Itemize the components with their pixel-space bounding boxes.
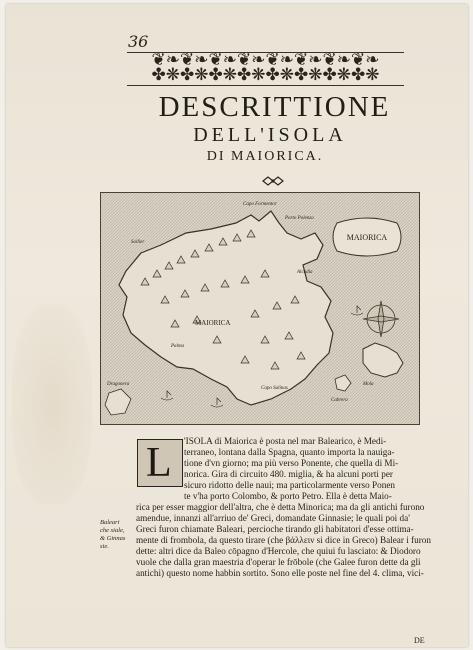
label-sollier: Sollier [131,240,145,245]
page-title: DESCRITTIONE [158,91,391,123]
body-line: antichi) questo nome habbin sortito. Sono elle poste nel fine del 4. clima, vici- [136,568,424,578]
catchword: DE [414,636,425,645]
body-line: tione d'vn giorno; ma più verso Ponente, che quella di Mi- [184,458,399,468]
map-engraving [101,193,420,425]
label-maiorica: MAIORICA [195,319,231,327]
label-capo-formentor: Capo Formentor [243,202,277,207]
ornament-row-top: ❦❧❦❧❦❧❦❧❦❧❦❧❦❧❦❧ [151,52,380,70]
label-dragonera: Dragonera [107,382,130,387]
body-line: Greci furon chiamate Baleari, percioche tirando gli habitatori d'esse ottima- [136,524,414,534]
body-line: vuole che dalla gran maestria d'operar le frōbole (che Galee furon dette da gli [136,557,421,567]
body-line: amendue, innanzi all'arriuo de' Greci, domandate Ginnasie; le quali poi da' [136,513,410,523]
cartouche [333,218,401,256]
margin-note [100,519,134,551]
island-map [100,192,420,425]
label-cabrera: Cabrera [331,398,348,403]
label-alcudia: Alcudia [297,270,313,275]
initial-letter: L [146,440,172,486]
cartouche-title: MAIORICA [346,233,388,242]
margin-note-line: che siale, [100,527,125,534]
margin-note-line: sie. [100,543,109,550]
decorated-initial [137,439,183,487]
body-line: mente di frombola, da questo tirare (che βάλλειν si dice in Greco) Balear i furon [136,535,431,545]
page-subtitle-2: DI MAIORICA. [206,149,324,164]
label-porto-pollenza: Porto Polenza [285,216,314,221]
ornament-row-bottom: ✤❋✤❋✤❋✤❋✤❋✤❋✤❋✤❋ [151,65,380,85]
label-capo-salinas: Capo Salinas [261,386,288,391]
page-subtitle: DELL'ISOLA [193,124,347,146]
body-line: sicuro ridotto delle naui; ma particolarmente verso Ponen [184,480,395,490]
body-line: terraneo, lontana dalla Spagna, quanto importa la nauiga- [184,447,395,457]
body-line: 'ISOLA di Maiorica è posta nel mar Balearico, è Medi- [184,436,387,446]
margin-note-line: & Ginnas [100,535,126,542]
page-number: 36 [128,32,149,51]
small-ornament-icon [261,175,285,187]
body-line: dette: altri dice da Baleo cōpagno d'Hercole, che quiui fu lasciato: & Diodoro [136,546,421,556]
paper-stain [12,304,92,504]
body-line: te v'ha porto Colombo, & porto Petro. Ella è detta Maio- [184,491,392,501]
margin-note-line: Baleari [100,519,120,526]
body-line: norica. Gira di circuito 480. miglia, & ha alcuni porti per [184,469,393,479]
body-line: rica per esser maggior dell'altra, che è detta Minorica; ma da gli antichi furono [136,502,425,512]
ornamental-headpiece [127,52,404,86]
label-mola: Mola [363,382,374,387]
label-palma: Palma [171,344,185,349]
